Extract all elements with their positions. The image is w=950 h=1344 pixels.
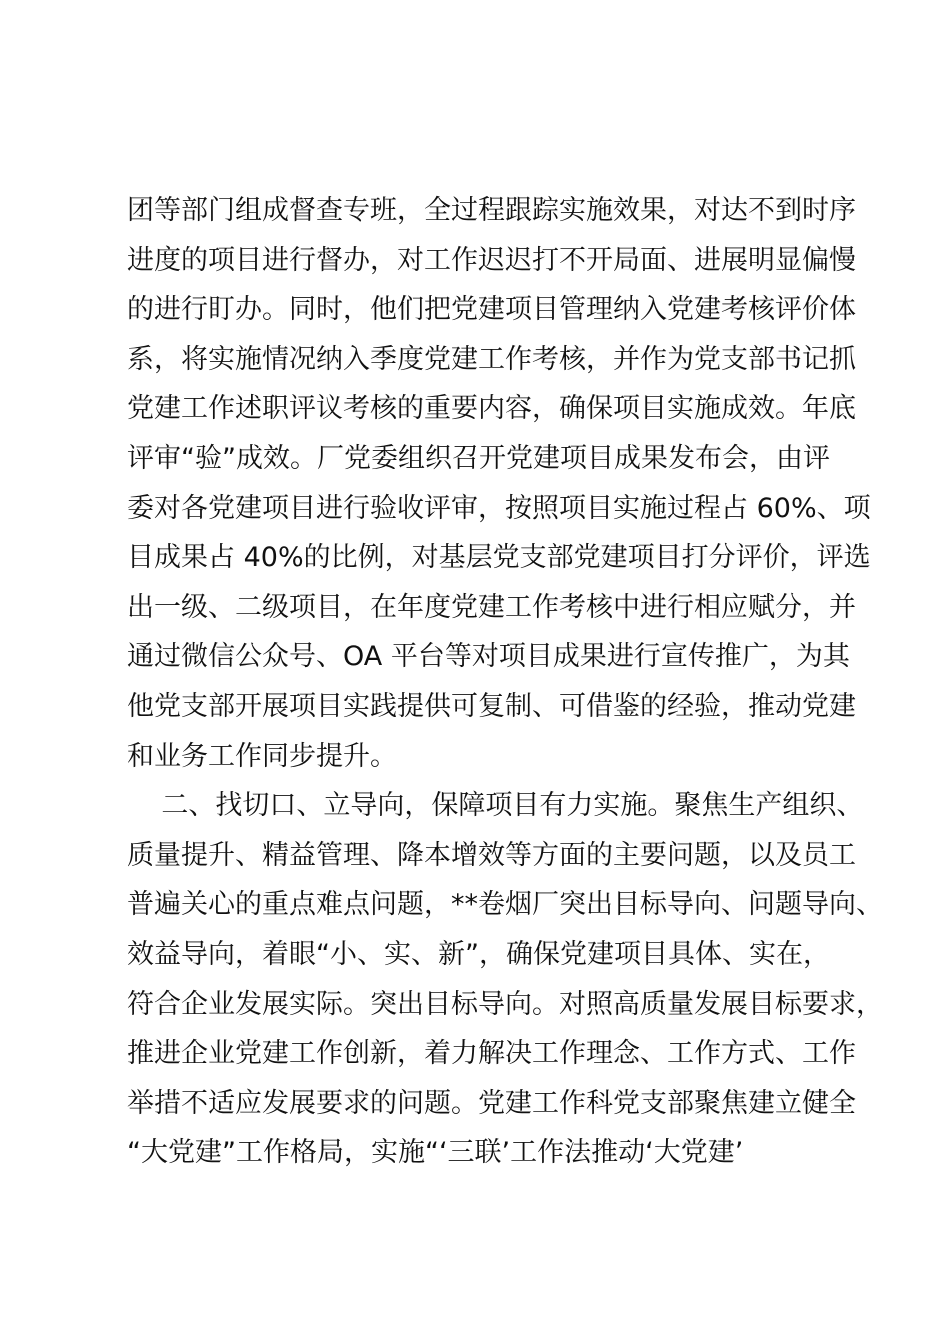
text-line: “大党建”工作格局，实施“‘三联’工作法推动‘大党建’ <box>127 1137 744 1169</box>
text-line: 团等部门组成督查专班，全过程跟踪实施效果，对达不到时序 <box>127 195 856 226</box>
text-line: 符合企业发展实际。突出目标导向。对照高质量发展目标要求， <box>127 988 883 1020</box>
text-line: 普遍关心的重点难点问题，**卷烟厂突出目标导向、问题导向、 <box>127 889 883 921</box>
text-line: 的进行盯办。同时，他们把党建项目管理纳入党建考核评价体 <box>127 294 856 326</box>
text-line: 评审“验”成效。厂党委组织召开党建项目成果发布会，由评 <box>127 442 830 474</box>
document-body <box>127 186 883 1178</box>
text-line: 二、找切口、立导向，保障项目有力实施。聚焦生产组织、 <box>127 790 864 822</box>
text-line: 举措不适应发展要求的问题。党建工作科党支部聚焦建立健全 <box>127 1087 856 1119</box>
text-line: 他党支部开展项目实践提供可复制、可借鉴的经验，推动党建 <box>127 690 856 722</box>
text-line: 通过微信公众号、OA 平台等对项目成果进行宣传推广，为其 <box>127 641 850 673</box>
text-line: 推进企业党建工作创新，着力解决工作理念、工作方式、工作 <box>127 1038 856 1070</box>
paragraph-2 <box>127 781 883 1178</box>
text-line: 系，将实施情况纳入季度党建工作考核，并作为党支部书记抓 <box>127 343 856 375</box>
paragraph-1 <box>127 186 871 781</box>
text-line: 党建工作述职评议考核的重要内容，确保项目实施成效。年底 <box>127 393 856 425</box>
text-line: 委对各党建项目进行验收评审，按照项目实施过程占 60%、项 <box>127 492 871 524</box>
text-line: 目成果占 40%的比例，对基层党支部党建项目打分评价，评选 <box>127 542 871 574</box>
text-line: 和业务工作同步提升。 <box>127 740 397 772</box>
text-line: 进度的项目进行督办，对工作迟迟打不开局面、进展明显偏慢 <box>127 244 856 276</box>
text-line: 效益导向，着眼“小、实、新”，确保党建项目具体、实在， <box>127 938 830 970</box>
text-line: 质量提升、精益管理、降本增效等方面的主要问题，以及员工 <box>127 839 856 871</box>
text-line: 出一级、二级项目，在年度党建工作考核中进行相应赋分，并 <box>127 591 856 623</box>
